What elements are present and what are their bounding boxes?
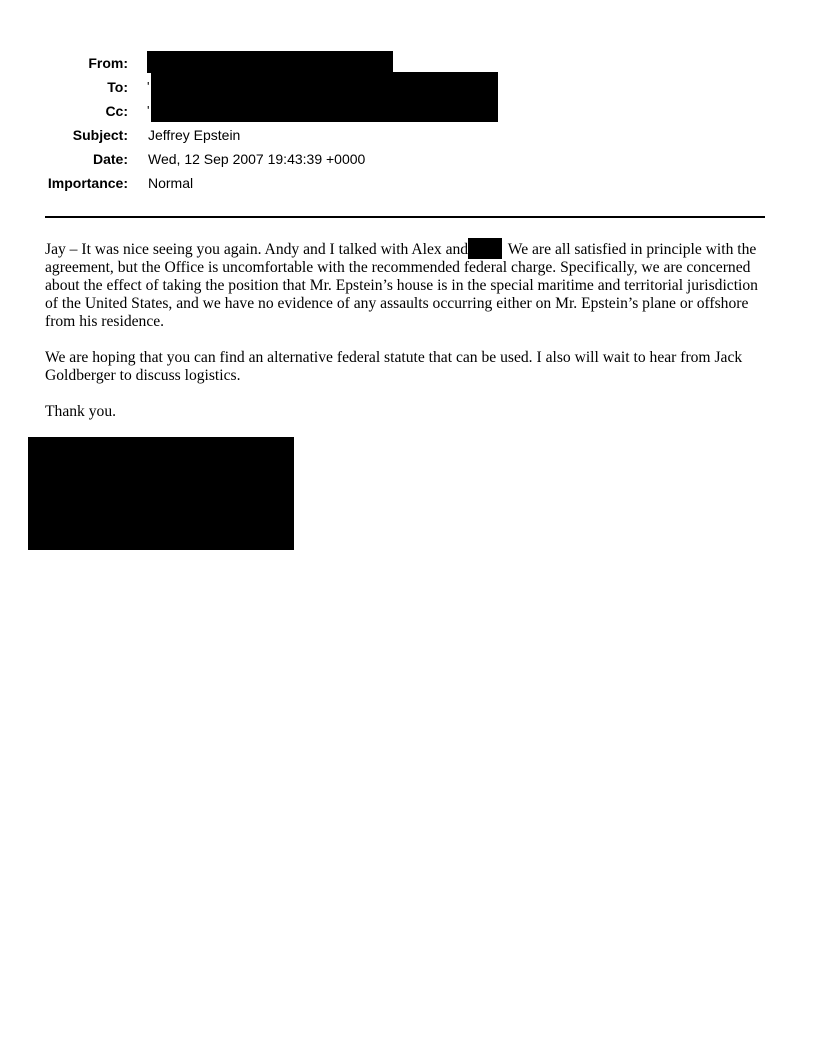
date-label: Date: (92, 151, 128, 167)
importance-row (0, 173, 600, 193)
subject-label: Subject: (72, 127, 128, 143)
name-redaction (468, 238, 502, 259)
date-row (0, 149, 600, 169)
paragraph-2: We are hoping that you can find an alternative federal statute that can be used. I also will wait to hear from Jack Goldberger to discuss logistics. (45, 349, 743, 384)
to-cc-redaction (151, 72, 498, 122)
from-redaction (147, 51, 393, 73)
importance-label: Importance: (47, 175, 128, 191)
to-quote: ' (147, 79, 150, 94)
message-body (45, 238, 771, 439)
date-value: Wed, 12 Sep 2007 19:43:39 +0000 (148, 151, 366, 167)
to-label: To: (107, 79, 128, 95)
importance-value: Normal (148, 175, 194, 191)
cc-quote: ' (147, 103, 150, 118)
paragraph-1-start: Jay – It was nice seeing you again. Andy and I talked with Alex and (45, 241, 469, 258)
cc-label: Cc: (105, 103, 128, 119)
signature-redaction (28, 437, 294, 550)
header-divider (45, 216, 765, 218)
from-label: From: (88, 55, 128, 71)
paragraph-3: Thank you. (45, 403, 117, 420)
paragraph-1-rest: We are all satisfied in principle with the agreement, but the Office is uncomfortable with the recommended federal charge. Specifically, we are concerned about the effect of taking the position that Mr. Epstein’s house is in the special maritime and territorial jurisdiction of the United States, and we have no evidence of any assaults occurring either on Mr. Epstein’s plane or offshore from his residence. (45, 241, 758, 330)
paragraph-1 (45, 238, 771, 331)
subject-value: Jeffrey Epstein (148, 127, 241, 143)
subject-row (0, 125, 600, 145)
